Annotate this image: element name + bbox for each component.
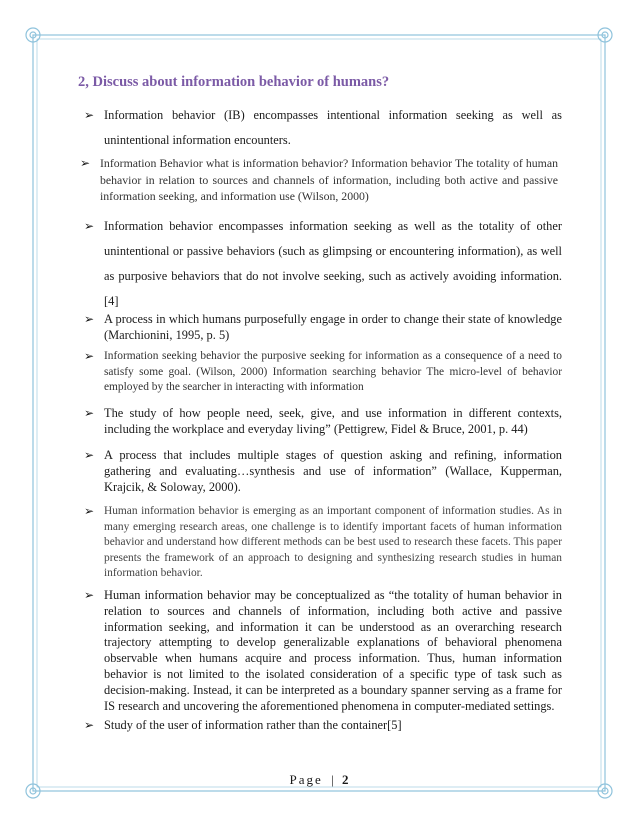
bullet-item	[84, 588, 562, 714]
bullet-text: The study of how people need, seek, give, and use information in different contexts, including the workplace and everyday living” (Pettigrew, Fidel & Bruce, 2001, p. 44)	[104, 406, 562, 436]
bullet-text: A process in which humans purposefully engage in order to change their state of knowledge (Marchionini, 1995, p. 5)	[104, 312, 562, 342]
page-number: 2	[341, 772, 349, 787]
arrow-bullet-icon: ➢	[84, 312, 95, 326]
bullet-item	[84, 103, 562, 153]
bullet-text: Human information behavior may be conceptualized as “the totality of human behavior in relation to sources and channels of information, including both active and passive information seeking, and information it can be understood as an overarching research trajectory attempting to develop generalizable explanations of behavioral phenomena observable when humans acquire and process information. Thus, human information behavior is not limited to the isolated consideration of a specific type of task such as decision-making. Instead, it can be interpreted as a boundary spanner serving as a frame for IS research and uncovering the aforementioned phenomena in computer-mediated settings.	[104, 588, 562, 713]
arrow-bullet-icon: ➢	[84, 406, 95, 420]
page-label: Page	[289, 772, 323, 787]
arrow-bullet-icon: ➢	[80, 156, 91, 170]
arrow-bullet-icon: ➢	[84, 349, 95, 363]
bullet-text: A process that includes multiple stages of question asking and refining, information gathering and evaluating…synthesis and use of information” (Wallace, Kupperman, Krajcik, & Soloway, 2000).	[104, 448, 562, 494]
bullet-text: Human information behavior is emerging as an important component of information studies. As in many emerging research areas, one challenge is to identify important facets of human information behavior and understand how different methods can be best used to research these facets. This paper presents the framework of an approach to designing and synthesizing research studies in human information behavior.	[104, 505, 562, 579]
bullet-item	[84, 447, 562, 495]
arrow-bullet-icon: ➢	[84, 718, 95, 732]
section-heading: 2, Discuss about information behavior of humans?	[78, 74, 390, 90]
bullet-text: Study of the user of information rather than the container[5]	[104, 718, 402, 732]
bullet-item	[84, 405, 562, 437]
bullet-text: Information behavior encompasses information seeking as well as the totality of other unintentional or passive behaviors (such as glimpsing or encountering information), as well as purposive behaviors that do not involve seeking, such as actively avoiding information.[4]	[104, 219, 562, 308]
bullet-item	[84, 717, 562, 733]
bullet-item	[80, 155, 558, 205]
bullet-item	[84, 504, 562, 582]
bullet-item	[84, 214, 562, 314]
bullet-item	[84, 311, 562, 343]
bullet-text: Information Behavior what is information behavior? Information behavior The totality of human behavior in relation to sources and channels of information, including both active and passive information seeking, and information use (Wilson, 2000)	[100, 156, 558, 203]
arrow-bullet-icon: ➢	[84, 108, 95, 122]
arrow-bullet-icon: ➢	[84, 219, 95, 233]
arrow-bullet-icon: ➢	[84, 448, 95, 462]
arrow-bullet-icon: ➢	[84, 588, 95, 602]
arrow-bullet-icon: ➢	[84, 504, 95, 518]
bullet-item	[84, 349, 562, 396]
bullet-text: Information behavior (IB) encompasses intentional information seeking as well as unintentional information encounters.	[104, 108, 562, 147]
page-separator: |	[331, 772, 334, 787]
bullet-text: Information seeking behavior the purposive seeking for information as a consequence of a need to satisfy some goal. (Wilson, 2000) Information searching behavior The micro-level of behavior employed by the searcher in interacting with information	[104, 350, 562, 393]
page-footer	[0, 772, 638, 788]
